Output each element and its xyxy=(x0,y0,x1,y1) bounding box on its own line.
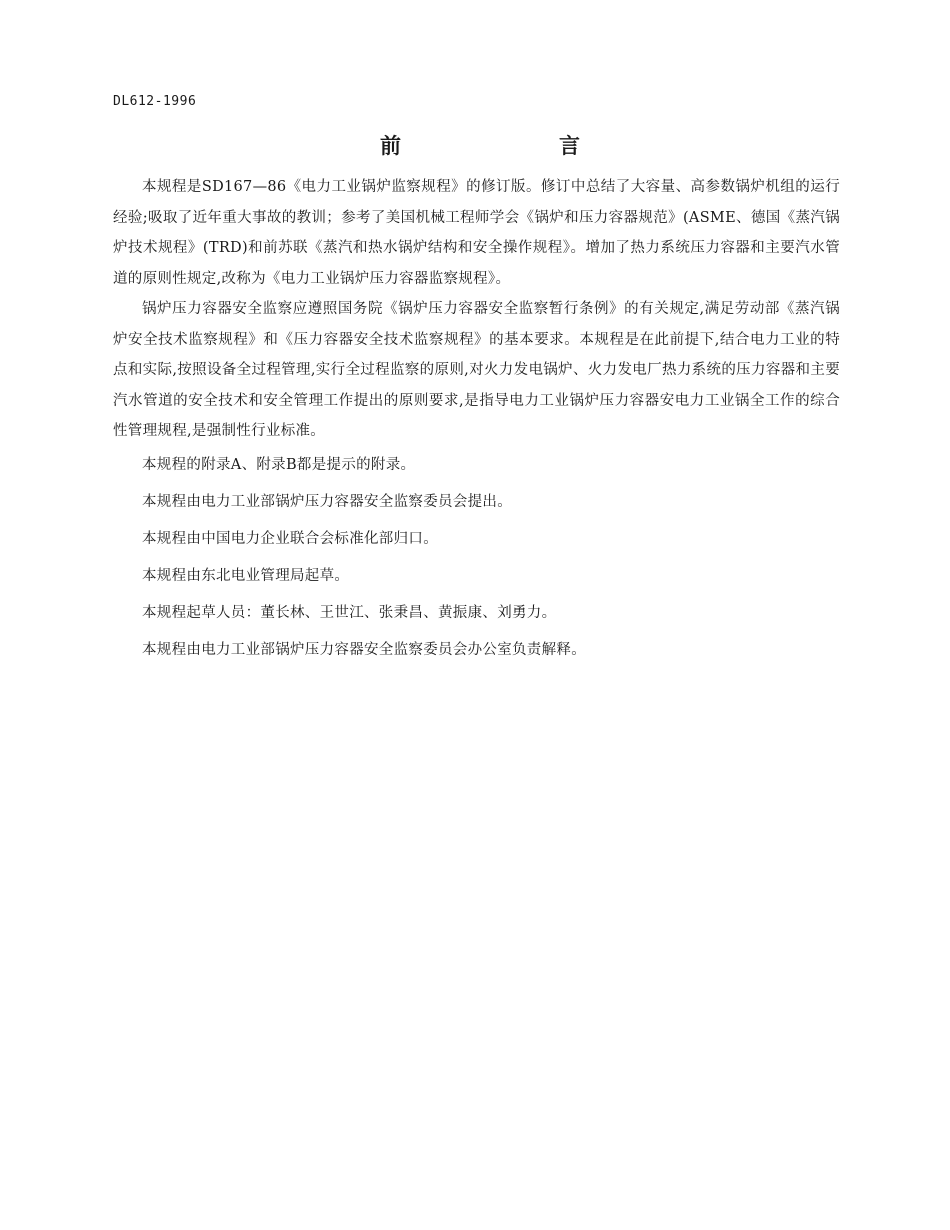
title-char-2: 言 xyxy=(559,134,580,158)
paragraph-appendix: 本规程的附录A、附录B都是提示的附录。 xyxy=(142,456,416,473)
paragraph-drafter: 本规程由东北电业管理局起草。 xyxy=(142,567,350,584)
document-code: DL612-1996 xyxy=(113,94,197,109)
paragraph-revision: 本规程是SD167—86《电力工业锅炉监察规程》的修订版。修订中总结了大容量、高参数锅炉机组的运行经验;吸取了近年重大事故的教训；参考了美国机械工程师学会《锅炉和压力容器规范》(ASME、德国《蒸汽锅炉技术规程》(TRD)和前苏联《蒸汽和热水锅炉结构和安全操作规程》。增加了热力系统压力容器和主要汽水管道的原则性规定,改称为《电力工业锅炉压力容器监察规程》。 xyxy=(113,179,840,287)
paragraph-scope: 锅炉压力容器安全监察应遵照国务院《锅炉压力容器安全监察暂行条例》的有关规定,满足劳动部《蒸汽锅炉安全技术监察规程》和《压力容器安全技术监察规程》的基本要求。本规程是在此前提下,结合电力工业的特点和实际,按照设备全过程管理,实行全过程监察的原则,对火力发电锅炉、火力发电厂热力系统的压力容器和主要汽水管道的安全技术和安全管理工作提出的原则要求,是指导电力工业锅炉压力容器安电力工业锅全工作的综合性管理规程,是强制性行业标准。 xyxy=(113,301,840,439)
title-char-1: 前 xyxy=(380,134,401,158)
paragraph-administrator: 本规程由中国电力企业联合会标准化部归口。 xyxy=(142,530,438,547)
paragraph-interpretation: 本规程由电力工业部锅炉压力容器安全监察委员会办公室负责解释。 xyxy=(142,641,586,658)
page-title xyxy=(380,130,580,160)
paragraph-proposer: 本规程由电力工业部锅炉压力容器安全监察委员会提出。 xyxy=(142,493,512,510)
paragraph-drafting-staff: 本规程起草人员：董长林、王世江、张秉昌、黄振康、刘勇力。 xyxy=(142,604,557,621)
preface-body xyxy=(113,172,840,669)
